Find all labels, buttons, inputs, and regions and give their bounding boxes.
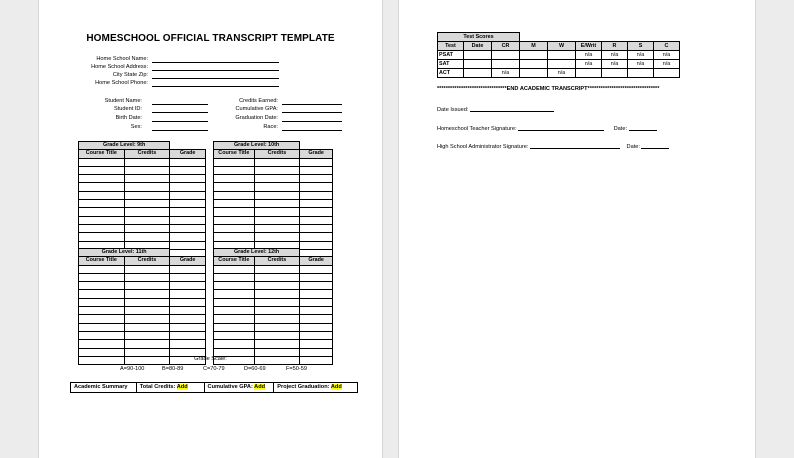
column-header: Course Title [214, 257, 255, 265]
table-row [79, 265, 206, 273]
course-title-cell[interactable] [79, 290, 125, 298]
column-header: Credits [254, 257, 300, 265]
academic-summary-label: Academic Summary [71, 383, 137, 392]
column-header: Credits [124, 150, 170, 158]
total-credits-cell: Total Credits: Add [137, 383, 205, 392]
table-row [214, 323, 333, 331]
table-row [79, 200, 206, 208]
admin-signature-row: High School Administrator Signature: Date: [437, 141, 669, 150]
table-row [79, 315, 206, 323]
table-row [214, 191, 333, 199]
graduation-date-field[interactable] [282, 115, 342, 122]
grade-cell[interactable] [300, 323, 333, 331]
cumulative-gpa-cell: Cumulative GPA: Add [205, 383, 275, 392]
test-score-cell[interactable] [654, 69, 680, 78]
course-title-cell[interactable] [79, 282, 125, 290]
course-title-cell[interactable] [214, 282, 255, 290]
student-id-field[interactable] [152, 106, 208, 113]
grade-cell[interactable] [300, 307, 333, 315]
test-score-cell[interactable]: n/a [628, 51, 654, 60]
grade-cell[interactable] [170, 208, 206, 216]
grade-cell[interactable] [300, 315, 333, 323]
credits-cell[interactable] [254, 208, 300, 216]
sex-row: Sex: [130, 124, 142, 130]
table-row [214, 315, 333, 323]
course-title-cell[interactable] [79, 200, 125, 208]
credits-cell[interactable] [124, 208, 170, 216]
grade-cell[interactable] [300, 208, 333, 216]
school-phone-row: Home School Phone: [95, 80, 148, 86]
course-title-cell[interactable] [79, 340, 125, 348]
grade-table-caption: Grade Level: 9th [79, 142, 170, 150]
credits-cell[interactable] [254, 323, 300, 331]
credits-earned-field[interactable] [282, 98, 342, 105]
grade-cell[interactable] [300, 233, 333, 241]
grade-cell[interactable] [170, 191, 206, 199]
table-row [214, 200, 333, 208]
birth-date-field[interactable] [152, 115, 208, 122]
birth-date-row: Birth Date: [115, 115, 142, 121]
grade-cell[interactable] [170, 307, 206, 315]
credits-cell[interactable] [254, 216, 300, 224]
test-score-cell: SAT [438, 60, 464, 69]
course-title-cell[interactable] [214, 273, 255, 281]
grade-cell[interactable] [300, 191, 333, 199]
credits-cell[interactable] [124, 175, 170, 183]
table-row [79, 273, 206, 281]
grade-cell[interactable] [170, 200, 206, 208]
course-title-cell[interactable] [79, 183, 125, 191]
credits-cell[interactable] [254, 191, 300, 199]
table-row [214, 307, 333, 315]
project-graduation-cell: Project Graduation: Add [277, 384, 342, 390]
table-row [79, 175, 206, 183]
credits-cell[interactable] [124, 298, 170, 306]
test-score-cell[interactable] [464, 60, 492, 69]
table-row [79, 323, 206, 331]
test-score-cell[interactable]: n/a [654, 60, 680, 69]
course-title-cell[interactable] [214, 200, 255, 208]
test-row [438, 69, 680, 78]
course-title-cell[interactable] [79, 331, 125, 339]
cumulative-gpa-field[interactable] [282, 106, 342, 113]
credits-cell[interactable] [124, 200, 170, 208]
table-row [214, 265, 333, 273]
credits-cell[interactable] [254, 158, 300, 166]
teacher-signature-row: Homeschool Teacher Signature: Date: [437, 123, 657, 132]
credits-cell[interactable] [254, 200, 300, 208]
grade-cell[interactable] [300, 282, 333, 290]
test-score-cell[interactable] [520, 69, 548, 78]
test-score-cell[interactable] [548, 60, 576, 69]
test-score-cell[interactable]: n/a [654, 51, 680, 60]
credits-cell[interactable] [124, 315, 170, 323]
table-row [214, 208, 333, 216]
course-title-cell[interactable] [214, 265, 255, 273]
course-title-cell[interactable] [214, 208, 255, 216]
grade-cell[interactable] [170, 315, 206, 323]
table-row [79, 298, 206, 306]
grade-cell[interactable] [170, 290, 206, 298]
page-title: HOMESCHOOL OFFICIAL TRANSCRIPT TEMPLATE [86, 33, 335, 44]
cumulative-gpa-add[interactable]: Add [254, 384, 266, 390]
credits-cell[interactable] [124, 290, 170, 298]
grade-table-11th [78, 248, 206, 365]
column-header: Course Title [79, 150, 125, 158]
test-score-cell[interactable]: n/a [602, 51, 628, 60]
grade-cell[interactable] [300, 298, 333, 306]
race-row: Race: [263, 124, 278, 130]
test-scores-caption: Test Scores [438, 33, 520, 42]
course-title-cell[interactable] [79, 265, 125, 273]
total-credits-add[interactable]: Add [176, 384, 188, 390]
grade-cell[interactable] [170, 233, 206, 241]
credits-cell[interactable] [254, 273, 300, 281]
grade-cell[interactable] [170, 216, 206, 224]
grade-cell[interactable] [300, 224, 333, 232]
grade-cell[interactable] [300, 166, 333, 174]
table-row [79, 191, 206, 199]
table-row [214, 273, 333, 281]
student-name-row: Student Name: [104, 98, 142, 104]
test-score-cell[interactable] [464, 69, 492, 78]
table-row [214, 166, 333, 174]
table-row [214, 290, 333, 298]
grade-cell[interactable] [170, 282, 206, 290]
grade-scale-a: A=90-100 [120, 366, 145, 372]
course-title-cell[interactable] [214, 158, 255, 166]
table-row [214, 331, 333, 339]
grade-cell[interactable] [300, 265, 333, 273]
grade-scale-c: C=70-79 [203, 366, 225, 372]
test-column-header: C [654, 42, 680, 51]
course-title-cell[interactable] [79, 175, 125, 183]
course-title-cell[interactable] [79, 158, 125, 166]
test-score-cell[interactable] [492, 60, 520, 69]
course-title-cell[interactable] [79, 273, 125, 281]
credits-cell[interactable] [124, 191, 170, 199]
credits-cell[interactable] [254, 307, 300, 315]
grade-cell[interactable] [300, 340, 333, 348]
grade-cell[interactable] [300, 175, 333, 183]
school-name-field[interactable] [152, 56, 279, 63]
table-row [79, 282, 206, 290]
test-score-cell: PSAT [438, 51, 464, 60]
grade-cell[interactable] [170, 183, 206, 191]
credits-cell[interactable] [254, 298, 300, 306]
grade-cell[interactable] [300, 331, 333, 339]
test-score-cell[interactable] [602, 69, 628, 78]
test-score-cell[interactable]: n/a [548, 69, 576, 78]
credits-cell[interactable] [254, 340, 300, 348]
grade-table-10th [213, 141, 333, 258]
grade-table-caption: Grade Level: 12th [214, 249, 300, 257]
student-name-field[interactable] [152, 98, 208, 105]
credits-cell[interactable] [124, 158, 170, 166]
credits-cell[interactable] [254, 175, 300, 183]
column-header: Grade [300, 150, 333, 158]
credits-cell[interactable] [124, 282, 170, 290]
test-column-header: E/Writ [576, 42, 602, 51]
test-column-header: M [520, 42, 548, 51]
credits-cell[interactable] [254, 166, 300, 174]
course-title-cell[interactable] [214, 233, 255, 241]
course-title-cell[interactable] [79, 323, 125, 331]
test-column-header: S [628, 42, 654, 51]
table-row [79, 233, 206, 241]
table-row [214, 216, 333, 224]
grade-cell[interactable] [170, 265, 206, 273]
course-title-cell[interactable] [214, 166, 255, 174]
grade-cell[interactable] [300, 200, 333, 208]
grade-cell[interactable] [170, 166, 206, 174]
table-row [79, 208, 206, 216]
table-row [79, 158, 206, 166]
course-title-cell[interactable] [79, 224, 125, 232]
course-title-cell[interactable] [214, 315, 255, 323]
table-row [79, 340, 206, 348]
credits-cell[interactable] [254, 183, 300, 191]
admin-date-field[interactable] [641, 142, 669, 149]
column-header: Course Title [79, 257, 125, 265]
course-title-cell[interactable] [214, 175, 255, 183]
grade-scale-f: F=50-59 [286, 366, 307, 372]
grade-table-caption: Grade Level: 11th [79, 249, 170, 257]
credits-earned-row: Credits Earned: [239, 98, 278, 104]
grade-cell[interactable] [300, 183, 333, 191]
grade-table-9th [78, 141, 206, 258]
course-title-cell[interactable] [214, 331, 255, 339]
test-score-cell[interactable] [520, 60, 548, 69]
test-score-cell[interactable] [576, 69, 602, 78]
test-column-header: W [548, 42, 576, 51]
test-score-cell[interactable] [492, 51, 520, 60]
project-graduation-add[interactable]: Add [330, 384, 342, 390]
test-score-cell[interactable] [628, 69, 654, 78]
credits-cell[interactable] [254, 282, 300, 290]
end-transcript-line: ********************************END ACADEMIC TRANSCRIPT********************************* [437, 86, 660, 92]
credits-cell[interactable] [124, 331, 170, 339]
cumulative-gpa-row: Cumulative GPA: [235, 106, 278, 112]
teacher-signature-field[interactable] [518, 124, 604, 131]
test-score-cell[interactable]: n/a [492, 69, 520, 78]
table-row [79, 331, 206, 339]
grade-scale-d: D=60-69 [244, 366, 266, 372]
credits-cell[interactable] [254, 290, 300, 298]
course-title-cell[interactable] [214, 191, 255, 199]
grade-scale-b: B=80-89 [162, 366, 184, 372]
test-scores-table [437, 32, 680, 78]
table-row [214, 224, 333, 232]
table-row [79, 290, 206, 298]
table-row [214, 175, 333, 183]
course-title-cell[interactable] [79, 166, 125, 174]
test-row [438, 60, 680, 69]
test-score-cell[interactable] [520, 51, 548, 60]
credits-cell[interactable] [124, 233, 170, 241]
credits-cell[interactable] [124, 340, 170, 348]
credits-cell[interactable] [124, 273, 170, 281]
course-title-cell[interactable] [214, 183, 255, 191]
course-title-cell[interactable] [214, 298, 255, 306]
column-header: Grade [300, 257, 333, 265]
test-score-cell[interactable]: n/a [576, 51, 602, 60]
grade-cell[interactable] [170, 224, 206, 232]
grade-table-12th [213, 248, 333, 365]
table-row [79, 307, 206, 315]
table-row [214, 282, 333, 290]
course-title-cell[interactable] [214, 340, 255, 348]
school-address-row: Home School Address: [91, 64, 148, 70]
student-id-row: Student ID: [114, 106, 142, 112]
grade-cell[interactable] [170, 273, 206, 281]
table-row [214, 298, 333, 306]
teacher-date-field[interactable] [629, 124, 657, 131]
credits-cell[interactable] [254, 315, 300, 323]
table-row [79, 224, 206, 232]
city-state-zip-field[interactable] [152, 72, 279, 79]
test-score-cell[interactable] [548, 51, 576, 60]
credits-cell[interactable] [124, 216, 170, 224]
course-title-cell[interactable] [214, 307, 255, 315]
test-column-header: CR [492, 42, 520, 51]
course-title-cell[interactable] [79, 233, 125, 241]
table-row [214, 183, 333, 191]
table-row [214, 233, 333, 241]
column-header: Grade [170, 150, 206, 158]
column-header: Grade [170, 257, 206, 265]
table-row [79, 216, 206, 224]
table-row [79, 166, 206, 174]
credits-cell[interactable] [124, 307, 170, 315]
course-title-cell[interactable] [79, 298, 125, 306]
course-title-cell[interactable] [79, 315, 125, 323]
credits-cell[interactable] [254, 331, 300, 339]
course-title-cell[interactable] [214, 216, 255, 224]
table-row [79, 183, 206, 191]
credits-cell[interactable] [254, 265, 300, 273]
grade-cell[interactable] [300, 273, 333, 281]
credits-cell[interactable] [124, 323, 170, 331]
course-title-cell[interactable] [79, 191, 125, 199]
grade-cell[interactable] [170, 331, 206, 339]
test-score-cell[interactable]: n/a [576, 60, 602, 69]
grade-cell[interactable] [300, 216, 333, 224]
date-issued-row: Date Issued: [437, 104, 554, 113]
grade-cell[interactable] [300, 158, 333, 166]
test-column-header: Date [464, 42, 492, 51]
column-header: Course Title [214, 150, 255, 158]
credits-cell[interactable] [124, 265, 170, 273]
grade-cell[interactable] [170, 158, 206, 166]
test-score-cell[interactable]: n/a [628, 60, 654, 69]
test-column-header: Test [438, 42, 464, 51]
school-address-field[interactable] [152, 64, 279, 71]
date-issued-field[interactable] [470, 105, 554, 112]
race-field[interactable] [282, 124, 342, 131]
column-header: Credits [254, 150, 300, 158]
city-state-zip-row: City State Zip: [112, 72, 148, 78]
grade-table-caption: Grade Level: 10th [214, 142, 300, 150]
test-score-cell[interactable]: n/a [602, 60, 628, 69]
school-phone-field[interactable] [152, 80, 279, 87]
credits-cell[interactable] [124, 224, 170, 232]
credits-cell[interactable] [254, 224, 300, 232]
test-column-header: R [602, 42, 628, 51]
table-row [214, 158, 333, 166]
sex-field[interactable] [152, 124, 208, 131]
credits-cell[interactable] [124, 183, 170, 191]
course-title-cell[interactable] [79, 216, 125, 224]
school-name-row: Home School Name: [96, 56, 148, 62]
admin-signature-field[interactable] [530, 142, 620, 149]
grade-cell[interactable] [170, 175, 206, 183]
graduation-date-row: Graduation Date: [235, 115, 278, 121]
credits-cell[interactable] [124, 166, 170, 174]
course-title-cell[interactable] [79, 307, 125, 315]
grade-cell[interactable] [170, 323, 206, 331]
column-header: Credits [124, 257, 170, 265]
grade-cell[interactable] [170, 298, 206, 306]
grade-cell[interactable] [170, 340, 206, 348]
course-title-cell[interactable] [214, 290, 255, 298]
test-score-cell: ACT [438, 69, 464, 78]
course-title-cell[interactable] [79, 208, 125, 216]
grade-scale-title: Grade Scale: [194, 356, 227, 362]
test-score-cell[interactable] [464, 51, 492, 60]
credits-cell[interactable] [254, 233, 300, 241]
grade-cell[interactable] [300, 290, 333, 298]
course-title-cell[interactable] [214, 323, 255, 331]
course-title-cell[interactable] [214, 224, 255, 232]
test-row [438, 51, 680, 60]
table-row [214, 340, 333, 348]
academic-summary-bar [70, 382, 358, 393]
